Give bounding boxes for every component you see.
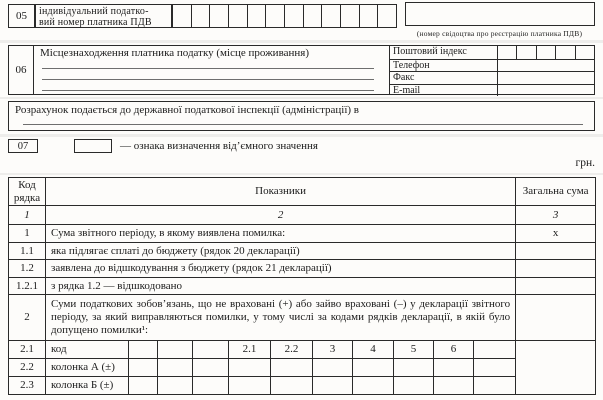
value-cell[interactable]	[193, 377, 229, 395]
fax-row	[390, 71, 594, 84]
fax-label: Факс	[390, 72, 498, 84]
vat-number-cell[interactable]	[340, 5, 359, 27]
code-cell: 6	[434, 341, 474, 359]
scan-artifact	[0, 40, 603, 43]
address-label: Місцезнаходження платника податку (місце проживання)	[40, 47, 310, 59]
row-total[interactable]	[516, 295, 596, 341]
phone-field[interactable]	[498, 60, 594, 72]
address-area	[34, 46, 389, 94]
postal-index-cell[interactable]	[555, 46, 574, 59]
vat-number-cell[interactable]	[321, 5, 340, 27]
postal-index-cells	[498, 46, 594, 59]
table-subrow	[9, 359, 596, 377]
numbering-3: 3	[516, 206, 596, 225]
postal-index-cell[interactable]	[498, 46, 516, 59]
row07-code-box	[8, 139, 38, 153]
value-cell[interactable]	[229, 359, 271, 377]
row-total[interactable]	[516, 260, 596, 278]
row05-label-box	[35, 4, 172, 28]
scan-artifact	[0, 173, 603, 175]
value-cell[interactable]	[353, 377, 394, 395]
row-code: 1.1	[9, 243, 46, 260]
vat-number-cell[interactable]	[228, 5, 247, 27]
postal-index-label: Поштовий індекс	[390, 46, 498, 59]
row07-label: — ознака визначення від’ємного значення	[120, 140, 318, 152]
value-cell[interactable]	[474, 377, 516, 395]
phone-label: Телефон	[390, 60, 498, 72]
value-cell[interactable]	[129, 359, 158, 377]
numbering-1: 1	[9, 206, 46, 225]
postal-index-cell[interactable]	[516, 46, 535, 59]
submission-block	[8, 101, 595, 131]
negative-value-checkbox[interactable]	[74, 139, 112, 153]
email-field[interactable]	[498, 85, 594, 97]
subrow-label: колонка А (±)	[46, 359, 129, 377]
row05-label-line1: індивідуальний податко-	[39, 6, 149, 17]
row-code: 2	[9, 295, 46, 341]
value-cell[interactable]	[474, 359, 516, 377]
row-code: 1.2.1	[9, 278, 46, 295]
header-indicators-col: Показники	[46, 178, 516, 206]
vat-number-cell[interactable]	[377, 5, 396, 27]
table-row	[9, 260, 596, 278]
table-row	[9, 278, 596, 295]
value-cell[interactable]	[434, 359, 474, 377]
phone-row	[390, 59, 594, 72]
main-table	[8, 177, 596, 395]
address-fill-line[interactable]	[42, 68, 374, 69]
table-header-row	[9, 178, 596, 206]
row-total[interactable]	[516, 278, 596, 295]
code-cell: 4	[353, 341, 394, 359]
code-cell: 5	[394, 341, 434, 359]
vat-number-cell[interactable]	[191, 5, 210, 27]
header-code-col: Код рядка	[9, 178, 46, 206]
value-cell[interactable]	[129, 377, 158, 395]
table-row	[9, 225, 596, 243]
code-cell[interactable]	[158, 341, 193, 359]
value-cell[interactable]	[394, 359, 434, 377]
row-text: яка підлягає сплаті до бюджету (рядок 20 декларації)	[46, 243, 516, 260]
scan-artifact	[0, 134, 603, 137]
value-cell[interactable]	[313, 359, 353, 377]
value-cell[interactable]	[193, 359, 229, 377]
row05-code-box	[8, 4, 35, 28]
value-cell[interactable]	[158, 377, 193, 395]
block-06	[8, 45, 595, 95]
value-cell[interactable]	[271, 359, 313, 377]
vat-number-cell[interactable]	[209, 5, 228, 27]
value-cell[interactable]	[313, 377, 353, 395]
header-total-col: Загальна сума	[516, 178, 596, 206]
address-fill-line[interactable]	[42, 90, 374, 91]
vat-number-grid	[172, 4, 397, 28]
vat-number-cell[interactable]	[303, 5, 322, 27]
vat-number-cell[interactable]	[247, 5, 266, 27]
row06-code: 06	[15, 64, 27, 76]
scan-artifact	[0, 97, 603, 99]
row-code: 2.1	[9, 341, 46, 359]
value-cell[interactable]	[229, 377, 271, 395]
subrow-label: колонка Б (±)	[46, 377, 129, 395]
numbering-2: 2	[46, 206, 516, 225]
row-total: х	[516, 225, 596, 243]
address-fill-line[interactable]	[42, 79, 374, 80]
code-cell[interactable]	[193, 341, 229, 359]
postal-index-row	[390, 46, 594, 59]
value-cell[interactable]	[158, 359, 193, 377]
currency-note: грн.	[575, 157, 595, 169]
code-cell: 2.2	[271, 341, 313, 359]
code-cell[interactable]	[129, 341, 158, 359]
row-text: заявлена до відшкодування з бюджету (рядок 21 декларації)	[46, 260, 516, 278]
table-row	[9, 243, 596, 260]
row-text: Суми податкових зобов’язань, що не враховані (+) або зайво враховані (–) у декларації звітного періоду, за який виправляються помилки, у тому числі за кодами рядків декларації, в якій було допущено помилки¹:	[46, 295, 516, 341]
row07-code: 07	[17, 140, 29, 152]
postal-index-cell[interactable]	[536, 46, 555, 59]
fax-field[interactable]	[498, 72, 594, 84]
table-row	[9, 295, 596, 341]
code-cell[interactable]	[474, 341, 516, 359]
numbering-row	[9, 206, 596, 225]
submission-fill-line[interactable]	[23, 124, 583, 125]
postal-index-cell[interactable]	[575, 46, 594, 59]
row-code: 2.3	[9, 377, 46, 395]
row-text: Сума звітного періоду, в якому виявлена помилка:	[46, 225, 516, 243]
total-merged-cell[interactable]	[516, 341, 596, 395]
row-code: 1	[9, 225, 46, 243]
row06-code-box	[9, 46, 34, 94]
certificate-number-box[interactable]	[405, 2, 595, 26]
row05-code: 05	[16, 10, 27, 22]
email-label: E-mail	[390, 85, 498, 97]
value-cell[interactable]	[394, 377, 434, 395]
subrow-label: код	[46, 341, 129, 359]
vat-number-cell[interactable]	[173, 5, 191, 27]
vat-number-cell[interactable]	[359, 5, 378, 27]
code-cell: 2.1	[229, 341, 271, 359]
row-code: 2.2	[9, 359, 46, 377]
table-subrow	[9, 341, 596, 359]
code-cell: 3	[313, 341, 353, 359]
value-cell[interactable]	[434, 377, 474, 395]
row-total[interactable]	[516, 243, 596, 260]
row-text: з рядка 1.2 — відшкодовано	[46, 278, 516, 295]
value-cell[interactable]	[271, 377, 313, 395]
submission-label: Розрахунок подається до державної податкової інспекції (адміністрації) в	[15, 104, 359, 116]
row-code: 1.2	[9, 260, 46, 278]
value-cell[interactable]	[353, 359, 394, 377]
certificate-number-caption: (номер свідоцтва про реєстрацію платника ПДВ)	[416, 29, 583, 38]
table-subrow	[9, 377, 596, 395]
vat-number-cell[interactable]	[265, 5, 284, 27]
contact-table	[389, 46, 594, 94]
vat-number-cell[interactable]	[284, 5, 303, 27]
row05-label-line2: вий номер платника ПДВ	[39, 17, 152, 28]
email-row	[390, 84, 594, 97]
